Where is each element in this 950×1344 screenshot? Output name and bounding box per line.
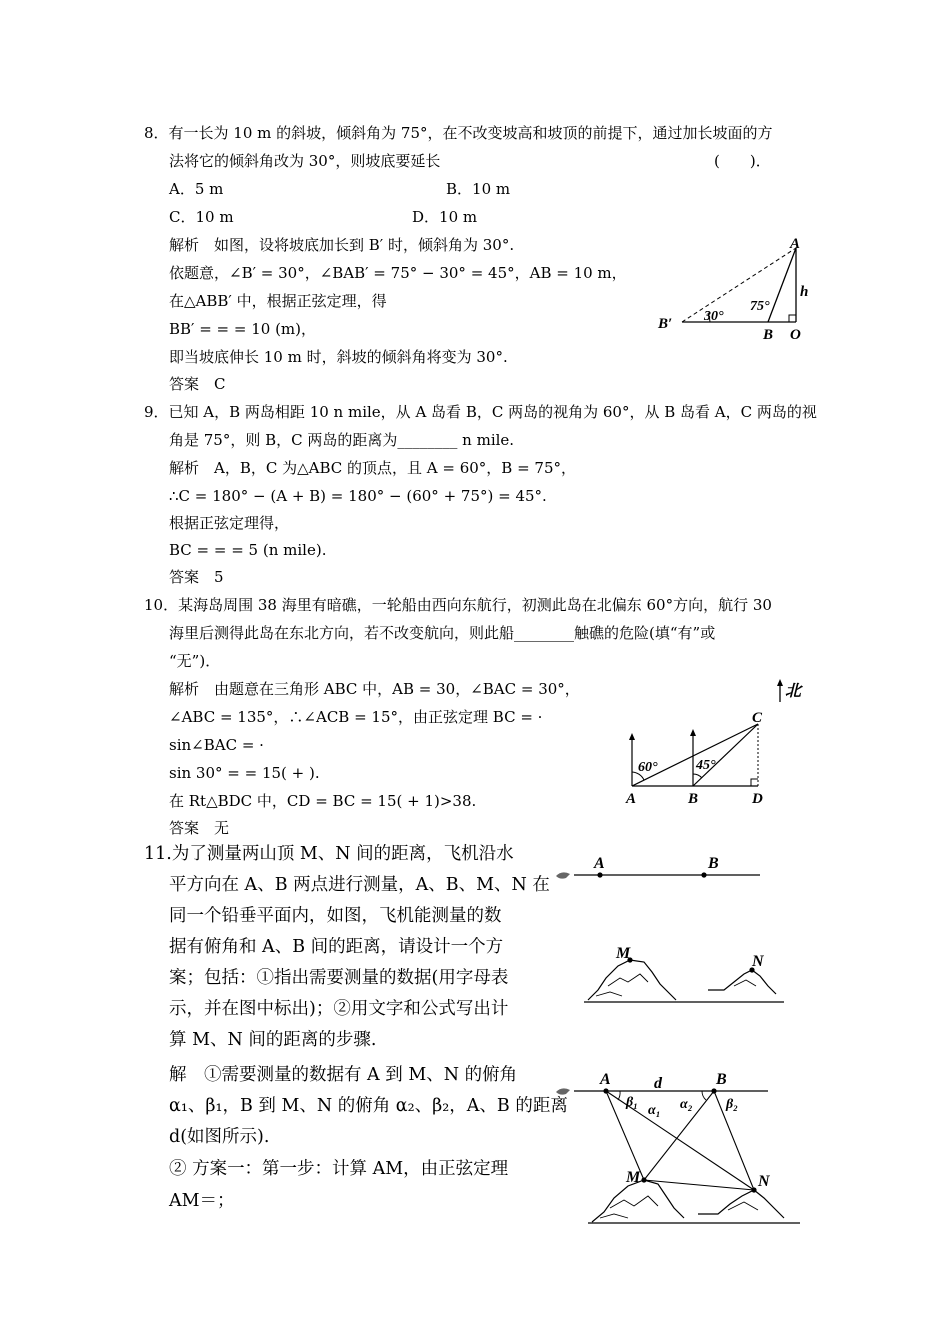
q11-fig2-label-a: A (600, 1071, 611, 1088)
q10-solution-line1: 解析 由题意在三角形 ABC 中，AB = 30，∠BAC = 30°， (169, 680, 580, 698)
airplane-icon (556, 872, 570, 878)
q8-label-o: O (790, 327, 801, 343)
q10-label-c: C (752, 710, 763, 726)
q8-solution-line4: BB′ = = = 10 (m)， (169, 320, 317, 338)
q10-label-a: A (626, 791, 637, 807)
q10-line-ac (632, 724, 758, 786)
q11-solution-line1: 解 ①需要测量的数据有 A 到 M、N 的俯角 (169, 1065, 518, 1085)
q8-text-line2: 法将它的倾斜角改为 30°，则坡底要延长 (169, 152, 441, 170)
q10-solution-line4: sin 30° = = 15( + ). (169, 764, 320, 782)
q11-arc-a (618, 1091, 620, 1100)
q11-point-n (751, 1187, 756, 1192)
q10-label-north: 北 (785, 683, 802, 700)
q8-label-75deg: 75° (750, 299, 770, 314)
q8-original-slope (768, 248, 796, 322)
q11-label-d: d (654, 1075, 662, 1092)
q11-plane-mountain-figure (548, 850, 810, 1010)
q11-solution-line3: d(如图所示). (169, 1127, 270, 1147)
q11-fig2-label-n: N (758, 1173, 770, 1190)
q10-north-arrowhead (777, 679, 783, 686)
q9-solution-line1: 解析 A，B，C 为△ABC 的顶点，且 A = 60°，B = 75°， (169, 459, 577, 477)
q11-solution-line4: ② 方案一：第一步：计算 AM，由正弦定理 (169, 1159, 509, 1179)
q11-point-m (641, 1177, 646, 1182)
q8-option-c: C．10 m (169, 208, 234, 226)
q8-slope-figure (650, 232, 820, 344)
q8-solution-line2: 依题意，∠B′ = 30°，∠BAB′ = 75° − 30° = 45°，AB = 10 m， (169, 264, 627, 282)
q9-text-line1: 9．已知 A，B 两岛相距 10 n mile，从 A 岛看 B，C 两岛的视角为 60°，从 B 岛看 A，C 两岛的视 (144, 403, 817, 421)
q10-arrowhead-a (629, 733, 635, 740)
q10-angle-arc-45 (693, 774, 702, 778)
q11-fig1-label-n: N (752, 953, 764, 970)
q11-point-b (701, 872, 706, 877)
q8-solution-line1: 解析 如图，设将坡底加长到 B′ 时，倾斜角为 30°. (169, 236, 515, 254)
q10-line-bc (693, 724, 758, 786)
q8-text-line1: 8．有一长为 10 m 的斜坡，倾斜角为 75°，在不改变坡高和坡顶的前提下，通过加长坡面的方 (144, 124, 773, 142)
q11-solution-line2: α₁、β₁，B 到 M、N 的俯角 α₂、β₂，A、B 的距离 (169, 1096, 568, 1116)
q10-solution-line3: sin∠BAC = · (169, 736, 264, 754)
q10-label-b: B (688, 791, 699, 807)
q10-text-line2: 海里后测得此岛在东北方向，若不改变航向，则此船________触礁的危险(填“有”或 (169, 624, 716, 642)
q11-fig1-label-a: A (594, 855, 605, 872)
q11-measurement-figure (548, 1066, 810, 1226)
q9-solution-line3: 根据正弦定理得， (169, 514, 290, 532)
q11-label-beta2: β₂ (726, 1097, 739, 1112)
q11-text-line7: 算 M、N 间的距离的步骤. (169, 1030, 377, 1050)
q8-label-a: A (790, 236, 801, 252)
q10-text-line1: 10．某海岛周围 38 海里有暗礁，一轮船由西向东航行，初测此岛在北偏东 60°方向，航行 30 (144, 596, 772, 614)
q11-text-line5: 案；包括：①指出需要测量的数据(用字母表 (169, 968, 509, 988)
q11-text-line3: 同一个铅垂平面内，如图，飞机能测量的数 (169, 906, 502, 926)
q10-text-line3: “无”)． (169, 652, 221, 670)
q10-island-figure (618, 676, 818, 810)
q9-solution-line2: ∴C = 180° − (A + B) = 180° − (60° + 75°) = 45°. (169, 487, 547, 505)
q11-mountain-m-detail (600, 1196, 658, 1218)
q10-right-angle-mark (751, 779, 758, 786)
q8-option-d: D．10 m (412, 208, 478, 226)
q11-solution-line5: AM＝； (169, 1191, 235, 1211)
q11-mountain-m-outline (592, 1180, 684, 1222)
q8-option-b: B．10 m (446, 180, 511, 198)
q11-label-beta1: β₁ (626, 1095, 639, 1110)
q8-label-h: h (800, 284, 809, 300)
q8-dashed-slope (682, 248, 796, 322)
q10-label-60deg: 60° (638, 760, 658, 775)
q11-label-alpha2: α₂ (680, 1097, 693, 1112)
q11-mountain-m-outline (588, 960, 676, 1000)
q8-answer: 答案 C (169, 375, 226, 393)
q11-text-line6: 示，并在图中标出)；②用文字和公式写出计 (169, 999, 509, 1019)
q8-label-bprime: B′ (658, 316, 673, 332)
q8-option-a: A．5 m (169, 180, 224, 198)
q11-point-a (597, 872, 602, 877)
q10-solution-line2: ∠ABC = 135°，∴∠ACB = 15°，由正弦定理 BC = · (169, 708, 543, 726)
q10-label-45deg: 45° (696, 758, 716, 773)
q10-arrowhead-b (690, 729, 696, 736)
q11-fig2-label-m: M (626, 1169, 641, 1186)
q9-answer: 答案 5 (169, 568, 224, 586)
q11-fig1-label-m: M (616, 945, 631, 962)
q11-mountain-n-detail (728, 1202, 758, 1210)
q11-text-line1: 11.为了测量两山顶 M、N 间的距离，飞机沿水 (144, 844, 514, 864)
q9-solution-line4: BC = = = 5 (n mile). (169, 541, 327, 559)
airplane-icon (556, 1088, 570, 1094)
q11-mountain-m-detail (596, 974, 648, 996)
q11-text-line2: 平方向在 A、B 两点进行测量，A、B、M、N 在 (169, 875, 550, 895)
q11-fig2-label-b: B (716, 1071, 727, 1088)
q8-answer-paren: ( )． (714, 152, 771, 170)
q8-right-angle-mark (789, 315, 796, 322)
q8-solution-line3: 在△ABB′ 中，根据正弦定理，得 (169, 292, 387, 310)
q11-fig1-label-b: B (708, 855, 719, 872)
q8-solution-line5: 即当坡底伸长 10 m 时，斜坡的倾斜角将变为 30°. (169, 348, 508, 366)
q10-label-d: D (752, 791, 763, 807)
q8-label-30deg: 30° (704, 309, 724, 324)
q10-solution-line5: 在 Rt△BDC 中，CD = BC = 15( + 1)>38. (169, 792, 477, 810)
q11-label-alpha1: α₁ (648, 1103, 661, 1118)
q11-arc-b (702, 1091, 706, 1100)
q9-text-line2: 角是 75°，则 B，C 两岛的距离为________ n mile. (169, 431, 515, 449)
q10-answer: 答案 无 (169, 819, 230, 837)
q11-mountain-n-detail (734, 980, 756, 986)
q8-label-b: B (763, 327, 774, 343)
q11-text-line4: 据有俯角和 A、B 间的距离，请设计一个方 (169, 937, 504, 957)
